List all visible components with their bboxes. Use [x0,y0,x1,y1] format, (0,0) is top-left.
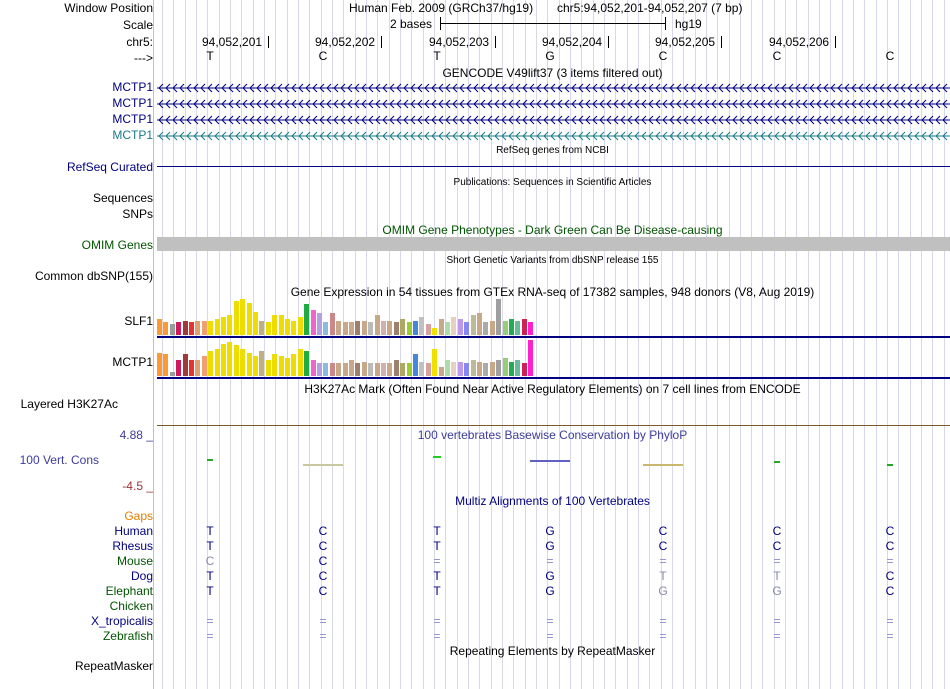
coordinate-label[interactable]: 94,052,206 [769,35,830,49]
gtex-bar[interactable] [323,322,328,335]
multiz-title[interactable]: Multiz Alignments of 100 Vertebrates [455,494,650,508]
scale-db: hg19 [675,17,702,31]
strand-label: ---> [134,51,153,65]
gtex-bar[interactable] [291,354,296,376]
window-position-value[interactable]: chr5:94,052,201-94,052,207 (7 bp) [557,1,743,15]
gtex-gene-label-slf1[interactable]: SLF1 [124,314,153,328]
gtex-bar[interactable] [330,363,335,376]
alignment-base: = [206,629,214,643]
alignment-base: C [318,524,328,538]
gtex-bar[interactable] [515,321,520,335]
conservation-mark[interactable] [643,464,683,466]
alignment-base: G [545,539,555,553]
gtex-bar[interactable] [208,321,213,335]
gtex-bar[interactable] [503,358,508,376]
alignment-base: T [659,569,667,583]
species-label[interactable]: Chicken [109,599,153,613]
gtex-bar[interactable] [368,363,373,376]
gencode-transcript-label[interactable]: MCTP1 [112,96,153,110]
gtex-bar[interactable] [202,321,207,335]
dbsnp-title[interactable]: Short Genetic Variants from dbSNP release 155 [446,255,659,266]
alignment-base: = [659,554,667,568]
alignment-base: T [433,524,441,538]
gtex-bar[interactable] [471,360,476,376]
gtex-bar[interactable] [483,363,488,376]
alignment-base: T [206,569,214,583]
gtex-bar[interactable] [304,351,309,376]
alignment-base: = [206,614,214,628]
repeatmasker-label[interactable]: RepeatMasker [74,659,153,673]
gtex-bar[interactable] [189,322,194,335]
gtex-bar[interactable] [291,321,296,335]
omim-title[interactable]: OMIM Gene Phenotypes - Dark Green Can Be Disease-causing [382,223,723,237]
gtex-bar[interactable] [368,322,373,335]
gtex-bar[interactable] [176,360,181,376]
gtex-bar[interactable] [195,360,200,376]
gtex-bar[interactable] [221,344,226,376]
reference-base: T [206,49,214,63]
alignment-base: T [773,569,781,583]
alignment-base: = [773,614,781,628]
gtex-bar[interactable] [509,362,514,376]
publications-label-sequences[interactable]: Sequences [92,191,153,205]
gtex-bar[interactable] [336,321,341,335]
gtex-bar[interactable] [407,363,412,376]
alignment-base: C [658,524,668,538]
conservation-mark[interactable] [774,461,780,463]
conservation-label[interactable]: 100 Vert. Cons [19,453,99,467]
gtex-bar[interactable] [426,324,431,335]
gencode-transcript-label[interactable]: MCTP1 [112,128,153,142]
scale-label: Scale [122,18,153,32]
gtex-bar[interactable] [189,360,194,376]
reference-base: G [545,49,555,63]
gtex-bar[interactable] [477,362,482,376]
alignment-base: = [433,629,441,643]
species-label[interactable]: X_tropicalis [90,614,153,628]
gtex-bar[interactable] [413,321,418,335]
gtex-bar[interactable] [317,363,322,376]
alignment-base: T [206,584,214,598]
refseq-line[interactable] [157,166,950,167]
species-label[interactable]: Human [114,524,153,538]
gtex-bar[interactable] [413,354,418,376]
gtex-bar[interactable] [394,322,399,335]
gtex-gene-label-mctp1[interactable]: MCTP1 [112,355,153,369]
alignment-base: G [658,584,668,598]
conservation-mark[interactable] [887,464,893,466]
gtex-bar[interactable] [157,353,162,376]
alignment-base: = [886,554,894,568]
gtex-bar[interactable] [183,321,188,335]
gtex-bar[interactable] [157,319,162,335]
gtex-bar[interactable] [253,356,258,376]
reference-base: C [318,49,328,63]
gtex-bar[interactable] [279,315,284,335]
gtex-bar[interactable] [215,349,220,376]
coordinate-label[interactable]: 94,052,203 [429,35,490,49]
alignment-base: G [772,584,782,598]
gtex-bar[interactable] [528,322,533,335]
alignment-base: C [205,554,215,568]
gtex-bar[interactable] [259,321,264,335]
alignment-base: = [659,629,667,643]
gtex-bar[interactable] [464,322,469,335]
omim-bar[interactable] [157,237,950,251]
gtex-bar[interactable] [355,363,360,376]
alignment-base: C [772,524,782,538]
gtex-bar[interactable] [272,315,277,335]
gtex-bar[interactable] [407,322,412,335]
gtex-bar[interactable] [285,358,290,376]
alignment-base: C [772,539,782,553]
scale-bar [440,17,666,31]
alignment-base: C [885,524,895,538]
coordinate-tick [835,36,836,48]
gtex-bar[interactable] [240,349,245,376]
gtex-bar[interactable] [503,321,508,335]
gtex-bar[interactable] [445,322,450,335]
coordinate-label[interactable]: 94,052,204 [542,35,603,49]
gtex-bar[interactable] [163,322,168,335]
gtex-bar[interactable] [439,367,444,376]
assembly-name: Human Feb. 2009 (GRCh37/hg19) [349,1,534,15]
alignment-base: C [885,584,895,598]
gtex-bar[interactable] [355,321,360,335]
gtex-bar[interactable] [247,303,252,335]
gencode-transcript-line[interactable] [157,115,950,125]
dbsnp-label[interactable]: Common dbSNP(155) [34,269,153,283]
alignment-base: = [546,554,554,568]
gtex-bar[interactable] [336,363,341,376]
alignment-base: C [658,539,668,553]
coordinate-label[interactable]: 94,052,205 [655,35,716,49]
gtex-bar[interactable] [445,360,450,376]
h3k27ac-title[interactable]: H3K27Ac Mark (Often Found Near Active Regulatory Elements) on 7 cell lines from ENCODE [304,382,801,396]
gtex-bar[interactable] [240,299,245,335]
alignment-base: C [318,569,328,583]
gtex-bar[interactable] [419,362,424,376]
alignment-base: T [206,539,214,553]
gtex-bar[interactable] [285,319,290,335]
reference-base: T [433,49,441,63]
gtex-bar[interactable] [163,354,168,376]
gtex-bar[interactable] [311,310,316,335]
multiz-gaps-label[interactable]: Gaps [124,509,153,523]
gtex-bar[interactable] [483,322,488,335]
gtex-bar[interactable] [215,319,220,335]
gtex-bar[interactable] [349,360,354,376]
species-label[interactable]: Mouse [116,554,153,568]
gtex-bar[interactable] [227,315,232,335]
species-label[interactable]: Dog [130,569,153,583]
gtex-bar[interactable] [439,319,444,335]
refseq-label[interactable]: RefSeq Curated [66,160,153,174]
gtex-bar[interactable] [490,362,495,376]
gtex-bar[interactable] [170,372,175,376]
refseq-title[interactable]: RefSeq genes from NCBI [496,145,609,156]
gtex-bar[interactable] [464,363,469,376]
alignment-base: C [318,539,328,553]
gtex-bar[interactable] [343,363,348,376]
gtex-bar[interactable] [400,319,405,335]
conservation-max-label: 4.88 _ [119,428,153,442]
gtex-bar[interactable] [490,321,495,335]
species-label[interactable]: Zebrafish [102,629,153,643]
gtex-bar[interactable] [381,321,386,335]
alignment-base: = [546,614,554,628]
alignment-base: T [206,524,214,538]
alignment-base: = [433,614,441,628]
gtex-bar[interactable] [227,342,232,376]
chrom-label: chr5: [126,35,153,49]
gtex-bar[interactable] [387,321,392,335]
alignment-base: G [545,524,555,538]
gtex-title[interactable]: Gene Expression in 54 tissues from GTEx RNA-seq of 17382 samples, 948 donors (V8, Aug 2019) [290,285,815,299]
gtex-bar[interactable] [471,315,476,335]
gtex-bar[interactable] [202,356,207,376]
gtex-bar[interactable] [253,312,258,335]
gtex-bar[interactable] [259,351,264,376]
alignment-base: T [433,569,441,583]
scale-text: 2 bases [390,17,433,31]
alignment-base: = [773,629,781,643]
gtex-bar[interactable] [349,322,354,335]
alignment-base: G [545,569,555,583]
publications-title[interactable]: Publications: Sequences in Scientific Articles [453,177,652,188]
omim-label[interactable]: OMIM Genes [81,238,153,252]
alignment-base: = [659,614,667,628]
gtex-bar[interactable] [419,317,424,335]
gtex-bar[interactable] [266,360,271,376]
reference-base: C [772,49,782,63]
gtex-bar[interactable] [509,319,514,335]
gtex-bar[interactable] [426,363,431,376]
alignment-base: = [773,554,781,568]
gtex-bar[interactable] [234,301,239,335]
gencode-transcript-line[interactable] [157,83,950,93]
gtex-bar[interactable] [170,324,175,335]
gtex-bar[interactable] [298,349,303,376]
coordinate-tick [268,36,269,48]
gtex-bar[interactable] [247,353,252,376]
gtex-bar[interactable] [317,313,322,335]
coordinate-label[interactable]: 94,052,201 [202,35,263,49]
conservation-mark[interactable] [303,464,343,466]
alignment-base: T [433,584,441,598]
gtex-bar[interactable] [195,321,200,335]
gtex-bar[interactable] [496,360,501,376]
gtex-bar[interactable] [375,315,380,335]
gtex-bar[interactable] [381,363,386,376]
gencode-title[interactable]: GENCODE V49lift37 (3 items filtered out) [442,66,663,80]
gtex-bar[interactable] [496,299,501,335]
alignment-base: = [319,614,327,628]
species-label[interactable]: Rhesus [112,539,153,553]
gtex-bar[interactable] [432,328,437,335]
label-separator [153,0,154,689]
gtex-bar[interactable] [528,340,533,376]
gtex-bar[interactable] [477,313,482,335]
reference-base: C [658,49,668,63]
h3k27ac-baseline[interactable] [157,425,950,426]
publications-label-snps[interactable]: SNPs [122,207,153,221]
window-position-label: Window Position [64,1,153,15]
gencode-transcript-line[interactable] [157,131,950,141]
reference-base: C [885,49,895,63]
gtex-baseline [157,336,950,338]
conservation-mark[interactable] [530,460,570,462]
alignment-base: = [886,629,894,643]
gtex-bar[interactable] [451,317,456,335]
gtex-bar[interactable] [279,356,284,376]
repeatmasker-title[interactable]: Repeating Elements by RepeatMasker [449,644,656,658]
gtex-bar[interactable] [304,304,309,335]
gtex-bar[interactable] [330,313,335,335]
alignment-base: G [545,584,555,598]
gtex-bar[interactable] [362,321,367,335]
gtex-bar[interactable] [298,317,303,335]
gtex-bar[interactable] [458,319,463,335]
alignment-base: = [546,629,554,643]
gtex-bar[interactable] [394,360,399,376]
gtex-bar[interactable] [451,362,456,376]
gtex-bar[interactable] [221,317,226,335]
alignment-base: = [433,554,441,568]
gtex-bar[interactable] [458,362,463,376]
gtex-bar[interactable] [343,322,348,335]
coordinate-tick [381,36,382,48]
gtex-bar[interactable] [432,349,437,376]
alignment-base: C [885,569,895,583]
conservation-title[interactable]: 100 vertebrates Basewise Conservation by PhyloP [417,428,688,442]
gtex-bar[interactable] [323,363,328,376]
gtex-bar[interactable] [208,351,213,376]
alignment-base: T [433,539,441,553]
gencode-transcript-label[interactable]: MCTP1 [112,112,153,126]
gtex-bar[interactable] [522,319,527,335]
alignment-base: C [318,584,328,598]
coordinate-tick [608,36,609,48]
gtex-bar[interactable] [266,322,271,335]
gtex-bar[interactable] [311,360,316,376]
gtex-bar[interactable] [400,363,405,376]
gtex-bar[interactable] [375,363,380,376]
gencode-transcript-label[interactable]: MCTP1 [112,80,153,94]
gtex-bar[interactable] [522,363,527,376]
conservation-min-label: -4.5 _ [122,479,153,493]
gtex-bar[interactable] [515,360,520,376]
h3k27ac-label[interactable]: Layered H3K27Ac [20,397,118,411]
gtex-bar[interactable] [176,322,181,335]
coordinate-label[interactable]: 94,052,202 [315,35,376,49]
species-label[interactable]: Elephant [105,584,153,598]
gtex-baseline [157,377,950,379]
coordinate-tick [495,36,496,48]
alignment-base: = [886,614,894,628]
coordinate-tick [721,36,722,48]
alignment-base: C [318,554,328,568]
gtex-bar[interactable] [234,345,239,376]
conservation-mark[interactable] [433,456,441,458]
gtex-bar[interactable] [387,363,392,376]
alignment-base: = [319,629,327,643]
conservation-mark[interactable] [207,459,213,461]
gtex-bar[interactable] [272,354,277,376]
alignment-base: C [885,539,895,553]
gtex-bar[interactable] [362,362,367,376]
gencode-transcript-line[interactable] [157,99,950,109]
gtex-bar[interactable] [183,354,188,376]
